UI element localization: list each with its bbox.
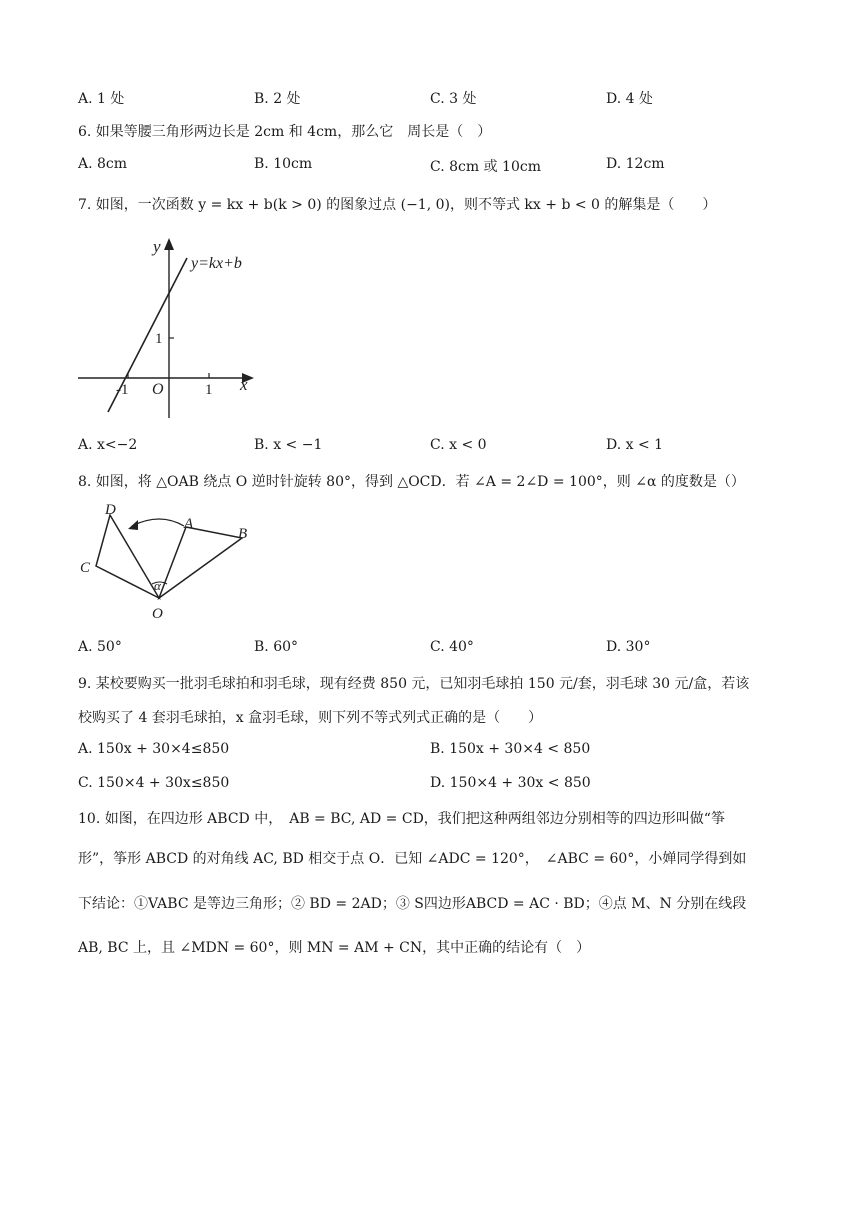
- q7-option-a: A. x<−2: [78, 437, 138, 453]
- label-o: O: [152, 606, 163, 622]
- q9-stem-line1: 9. 某校要购买一批羽毛球拍和羽毛球，现有经费 850 元，已知羽毛球拍 150 元/套，羽毛球 30 元/盒，若该: [78, 676, 750, 692]
- q9-option-a: A. 150x + 30×4≤850: [78, 741, 230, 757]
- q6-option-c: C. 8cm 或 10cm: [430, 159, 541, 175]
- triangle-ocd: [96, 515, 159, 598]
- y-axis-label: y: [153, 237, 161, 256]
- q7-option-c: C. x < 0: [430, 437, 487, 453]
- q7-stem: 7. 如图，一次函数 y = kx + b(k > 0) 的图象过点 (−1, 0)，则不等式 kx + b < 0 的解集是（ ）: [78, 197, 717, 213]
- q9-option-c: C. 150×4 + 30x≤850: [78, 775, 230, 791]
- q7-figure: [74, 232, 264, 422]
- q6-option-d: D. 12cm: [606, 156, 665, 172]
- q9-option-b: B. 150x + 30×4 < 850: [430, 741, 591, 757]
- q7-option-b: B. x < −1: [254, 437, 323, 453]
- q5-option-d: D. 4 处: [606, 91, 653, 107]
- tick-label-neg1: -1: [116, 382, 129, 398]
- line-label: y=kx+b: [191, 255, 242, 272]
- q5-option-c: C. 3 处: [430, 91, 477, 107]
- q8-option-b: B. 60°: [254, 639, 299, 655]
- q9-option-d: D. 150×4 + 30x < 850: [430, 775, 591, 791]
- q10-line3: 下结论：①VABC 是等边三角形；② BD = 2AD；③ S四边形ABCD = AC · BD；④点 M、N 分别在线段: [78, 896, 747, 912]
- label-c: C: [80, 560, 91, 576]
- q7-option-d: D. x < 1: [606, 437, 664, 453]
- tick-label-x1: 1: [205, 382, 213, 398]
- label-alpha: α: [154, 578, 161, 593]
- q9-stem-line2: 校购买了 4 套羽毛球拍，x 盒羽毛球，则下列不等式列式正确的是（ ）: [78, 710, 543, 726]
- x-axis-label: x: [240, 375, 248, 394]
- label-b: B: [238, 526, 248, 542]
- q5-option-b: B. 2 处: [254, 91, 301, 107]
- y-axis-arrow: [164, 238, 174, 250]
- q5-option-a: A. 1 处: [78, 91, 125, 107]
- tick-label-y1: 1: [155, 331, 163, 347]
- q10-line1: 10. 如图，在四边形 ABCD 中， AB = BC, AD = CD，我们把这种两组邻边分别相等的四边形叫做“筝: [78, 811, 725, 827]
- q6-stem: 6. 如果等腰三角形两边长是 2cm 和 4cm，那么它 周长是（ ）: [78, 124, 492, 140]
- q8-option-d: D. 30°: [606, 639, 651, 655]
- q6-option-b: B. 10cm: [254, 156, 313, 172]
- triangle-oab: [159, 527, 242, 598]
- q10-line4: AB, BC 上，且 ∠MDN = 60°，则 MN = AM + CN，其中正确的结论有（ ）: [78, 940, 591, 956]
- rotation-arc: [132, 519, 184, 526]
- label-a: A: [184, 516, 194, 532]
- label-d: D: [105, 502, 116, 518]
- q10-line2: 形”，筝形 ABCD 的对角线 AC, BD 相交于点 O．已知 ∠ADC = 120°， ∠ABC = 60°，小婵同学得到如: [78, 851, 747, 867]
- q8-option-a: A. 50°: [78, 639, 122, 655]
- q8-figure: [74, 498, 264, 624]
- q8-stem: 8. 如图，将 △OAB 绕点 O 逆时针旋转 80°，得到 △OCD．若 ∠A = 2∠D = 100°，则 ∠α 的度数是（）: [78, 474, 745, 490]
- q6-option-a: A. 8cm: [78, 156, 128, 172]
- rotation-arrow-head: [128, 520, 138, 530]
- q8-option-c: C. 40°: [430, 639, 474, 655]
- origin-label: O: [152, 381, 164, 398]
